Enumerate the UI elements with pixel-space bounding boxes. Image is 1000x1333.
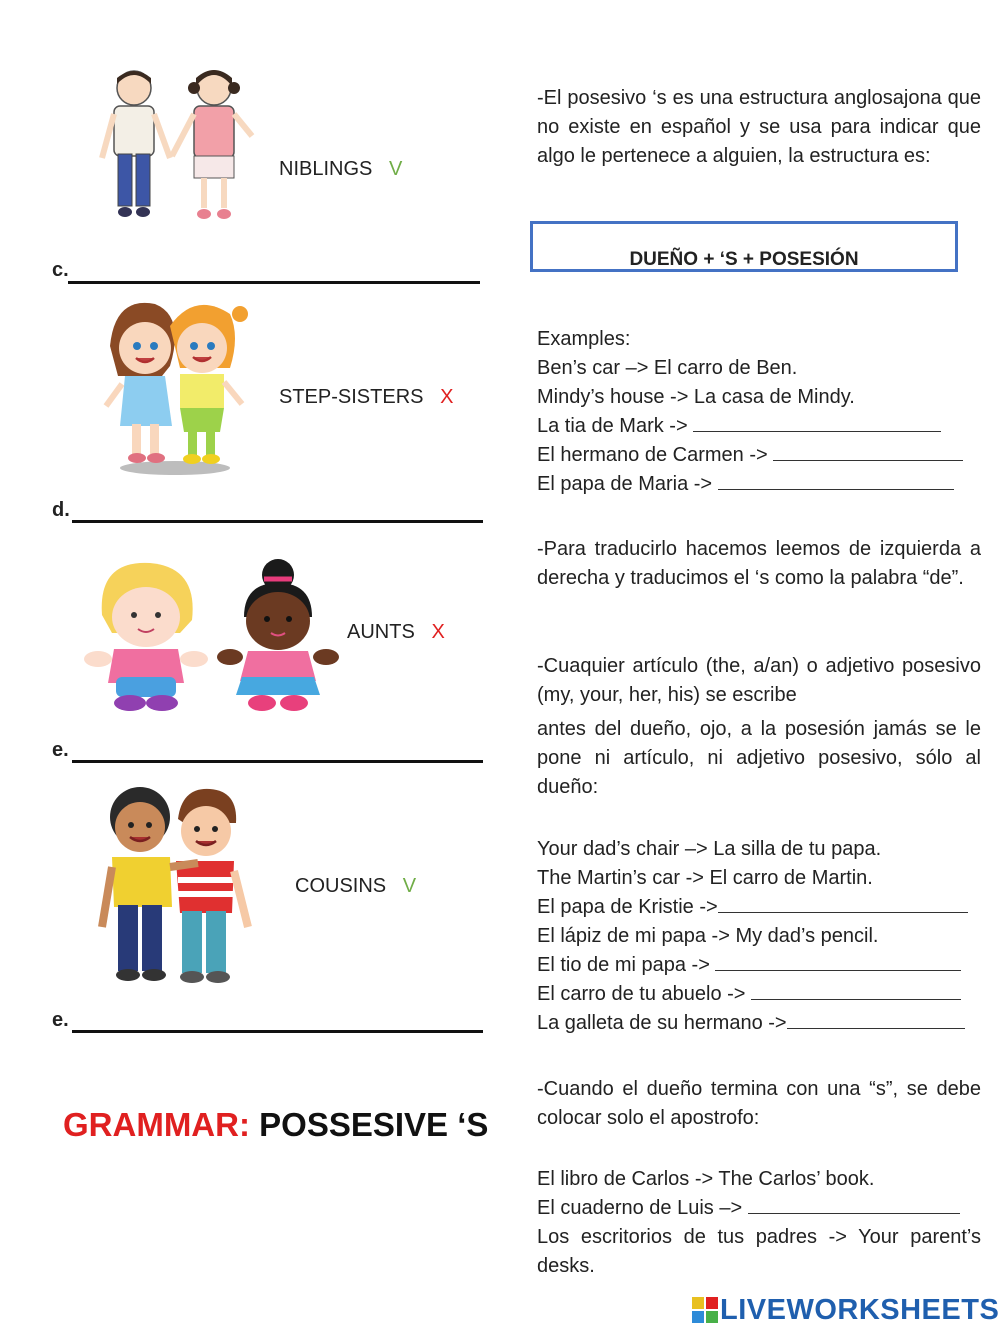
correct-mark: V (402, 875, 417, 897)
liveworksheets-logo (692, 1293, 999, 1327)
answer-line-e[interactable] (72, 760, 483, 763)
example-fill-line: El papa de Maria -> (537, 470, 987, 499)
aunts-label: AUNTS (347, 621, 415, 643)
item-letter-e2: e. (52, 1009, 69, 1031)
cousins-label: COUSINS (295, 875, 387, 897)
correct-mark: V (389, 158, 403, 180)
translation-paragraph: -Para traducirlo hacemos leemos de izquierda a derecha y traducimos el ‘s como la palabra “de”. (537, 538, 981, 589)
aunts-answer (347, 621, 445, 644)
incorrect-mark: X (440, 386, 454, 408)
examples-heading: Examples: (537, 328, 631, 350)
example-fill-line: El carro de tu abuelo -> (537, 980, 987, 1009)
article-paragraph-part1: -Cuaquier artículo (the, a/an) o adjetivo posesivo (my, your, her, his) se escribe (537, 655, 981, 706)
example-line: El lápiz de mi papa -> My dad’s pencil. (537, 925, 879, 947)
item-letter-c: c. (52, 259, 69, 281)
formula-text: DUEÑO + ‘S + POSESIÓN (629, 249, 859, 270)
example-line-last: Los escritorios de tus padres -> Your parent’s desks. (537, 1226, 981, 1277)
apostrophe-paragraph: -Cuando el dueño termina con una “s”, se debe colocar solo el apostrofo: (537, 1078, 981, 1129)
answer-blank[interactable] (718, 894, 968, 913)
incorrect-mark: X (431, 621, 445, 643)
answer-blank[interactable] (693, 413, 941, 432)
niblings-answer (279, 158, 402, 181)
examples-list-2 (537, 835, 987, 1038)
example-fill-line: El hermano de Carmen -> (537, 441, 987, 470)
examples-list-3 (537, 1165, 987, 1223)
example-fill-line: El cuaderno de Luis –> (537, 1194, 987, 1223)
grammar-prefix: GRAMMAR: (63, 1106, 250, 1143)
boy-and-girl-picture (96, 66, 256, 228)
grammar-title (63, 1106, 488, 1144)
logo-text: LIVEWORKSHEETS (720, 1293, 1000, 1326)
answer-line-d[interactable] (72, 520, 483, 523)
step-sisters-picture (100, 296, 250, 478)
examples-list-1 (537, 325, 987, 499)
intro-paragraph: -El posesivo ‘s es una estructura anglosajona que no existe en español y se usa para indicar que algo le pertenece a alguien, la estructura es: (537, 87, 981, 167)
cousins-answer (295, 875, 416, 898)
item-letter-d: d. (52, 499, 70, 521)
niblings-label: NIBLINGS (279, 158, 373, 180)
article-paragraph-part2: antes del dueño, ojo, a la posesión jamás se le pone ni artículo, ni adjetivo posesivo, sólo al dueño: (537, 718, 981, 798)
aunts-picture (80, 555, 345, 720)
example-line: The Martin’s car -> El carro de Martin. (537, 867, 873, 889)
step-sisters-answer (279, 386, 454, 409)
answer-blank[interactable] (715, 952, 961, 971)
step-sisters-label: STEP-SISTERS (279, 386, 424, 408)
answer-line-c[interactable] (68, 281, 480, 284)
answer-line-e2[interactable] (72, 1030, 483, 1033)
example-fill-line: La tia de Mark -> (537, 412, 987, 441)
answer-blank[interactable] (748, 1195, 960, 1214)
cousins-picture (98, 783, 253, 988)
formula-box (530, 221, 958, 272)
answer-blank[interactable] (718, 471, 954, 490)
example-fill-line: El tio de mi papa -> (537, 951, 987, 980)
example-line: Your dad’s chair –> La silla de tu papa. (537, 838, 882, 860)
item-letter-e: e. (52, 739, 69, 761)
grammar-topic: POSSESIVE ‘S (259, 1106, 489, 1143)
example-fill-line: El papa de Kristie -> (537, 893, 987, 922)
example-line: Mindy’s house -> La casa de Mindy. (537, 386, 855, 408)
example-line: El libro de Carlos -> The Carlos’ book. (537, 1168, 875, 1190)
answer-blank[interactable] (787, 1010, 965, 1029)
logo-grid-icon (692, 1297, 718, 1323)
answer-blank[interactable] (751, 981, 961, 1000)
example-line: Ben’s car –> El carro de Ben. (537, 357, 798, 379)
example-fill-line: La galleta de su hermano -> (537, 1009, 987, 1038)
answer-blank[interactable] (773, 442, 963, 461)
